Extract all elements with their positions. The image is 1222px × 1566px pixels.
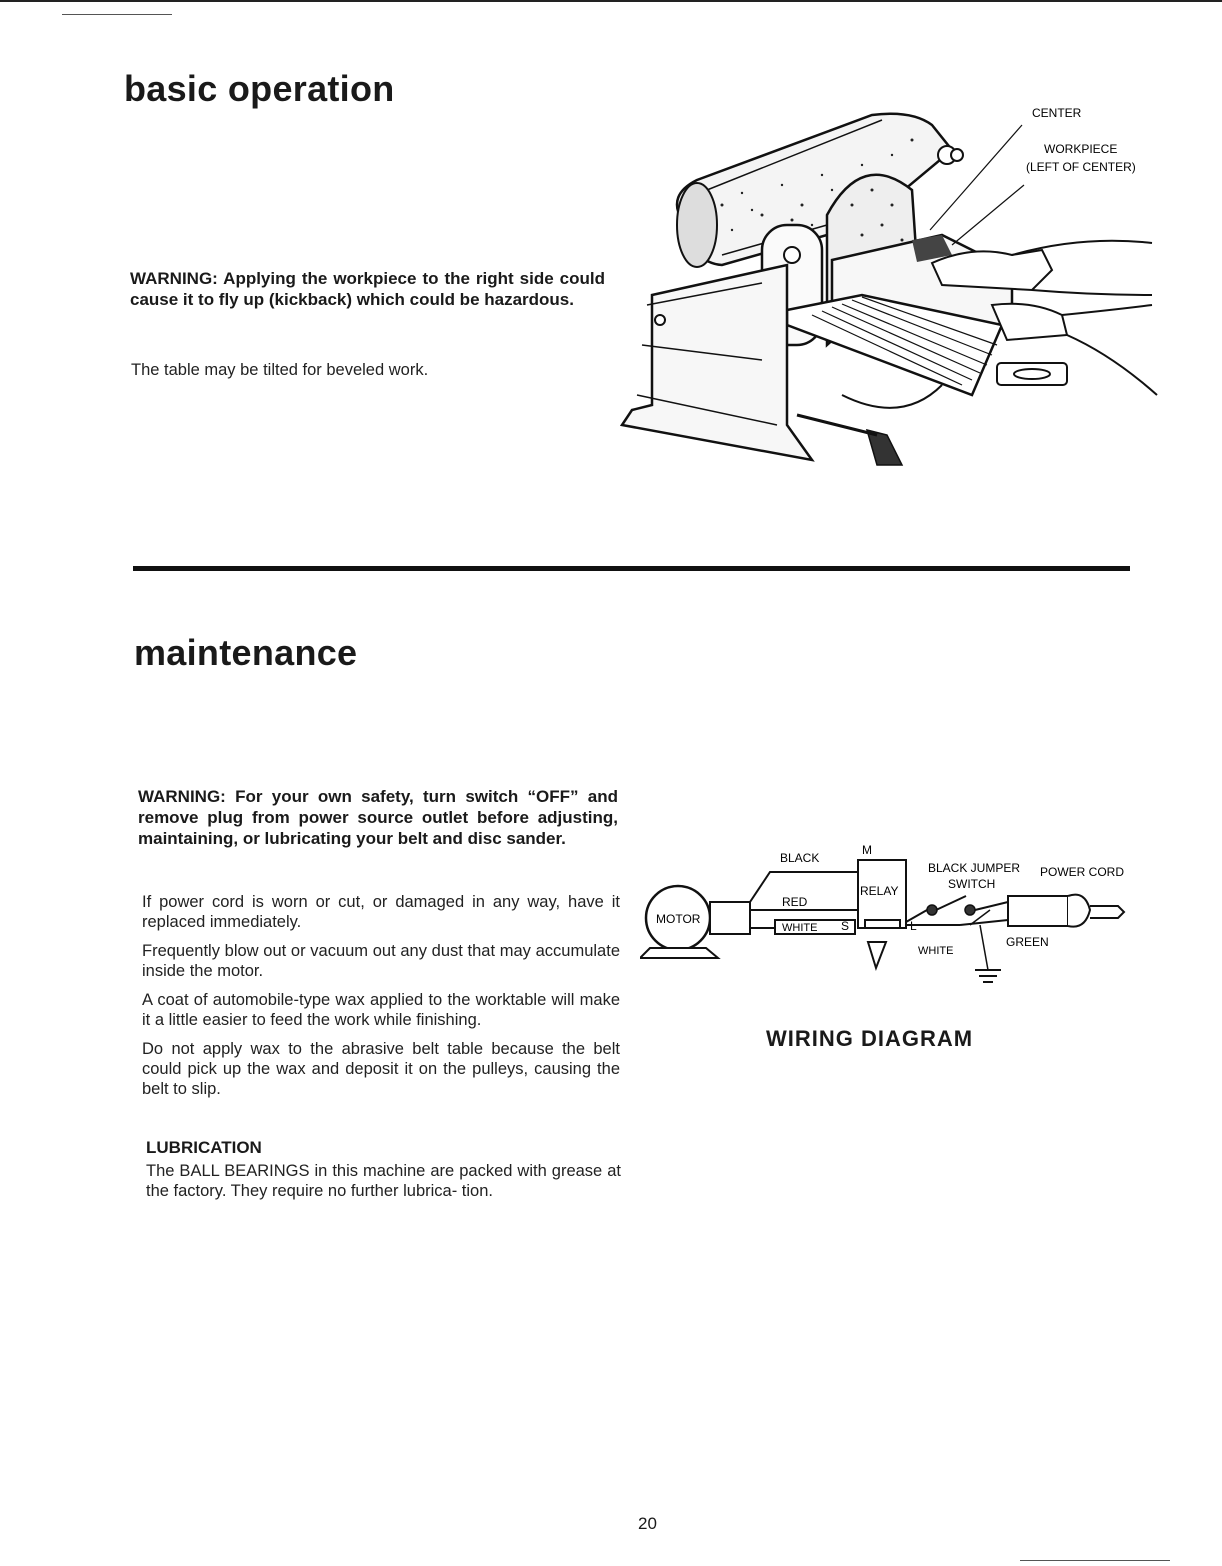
lubrication-text: The BALL BEARINGS in this machine are packed with grease at the factory. They require no further lubrica- tion. bbox=[146, 1162, 621, 1200]
basic-operation-title: basic operation bbox=[124, 68, 395, 109]
page-number: 20 bbox=[638, 1514, 657, 1533]
kickback-warning: WARNING: Applying the workpiece to the right side could cause it to fly up (kickback) which could be hazardous. bbox=[130, 269, 605, 309]
top-border-rule bbox=[0, 0, 1222, 2]
bottom-mark bbox=[1020, 1560, 1170, 1561]
center-label: CENTER bbox=[1032, 106, 1082, 120]
motor-label: MOTOR bbox=[656, 912, 701, 926]
power-cord-label: POWER CORD bbox=[1040, 865, 1124, 879]
red-wire-label: RED bbox=[782, 895, 808, 909]
section-divider bbox=[133, 566, 1130, 571]
m-terminal-label: M bbox=[862, 843, 872, 857]
wiring-diagram-title: WIRING DIAGRAM bbox=[766, 1026, 974, 1051]
switch-label: SWITCH bbox=[948, 877, 996, 891]
green-wire-label: GREEN bbox=[1006, 935, 1049, 949]
belt-disc-sander-illustration bbox=[612, 95, 1172, 480]
black-wire-label: BLACK bbox=[780, 851, 820, 865]
black-jumper-label: BLACK JUMPER bbox=[928, 861, 1021, 875]
wiring-diagram bbox=[640, 830, 1140, 1010]
maintenance-title: maintenance bbox=[134, 632, 358, 673]
power-cord-paragraph: If power cord is worn or cut, or damaged in any way, have it replaced immediately. bbox=[142, 893, 620, 931]
dust-paragraph: Frequently blow out or vacuum out any dust that may accumulate inside the motor. bbox=[142, 942, 620, 980]
table-tilt-text: The table may be tilted for beveled work. bbox=[131, 361, 429, 379]
white-wire-label: WHITE bbox=[782, 922, 818, 934]
corner-mark bbox=[62, 14, 172, 15]
white-lead-label: WHITE bbox=[918, 945, 954, 957]
s-terminal-label: S bbox=[841, 919, 850, 933]
no-wax-paragraph: Do not apply wax to the abrasive belt table because the belt could pick up the wax and deposit it on the pulleys, causing the belt to slip. bbox=[142, 1040, 620, 1098]
wax-paragraph: A coat of automobile-type wax applied to the worktable will make it a little easier to feed the work while finishing. bbox=[142, 991, 620, 1029]
lubrication-heading: LUBRICATION bbox=[146, 1138, 262, 1157]
l-terminal-label: L bbox=[910, 919, 917, 933]
maintenance-instructions bbox=[142, 892, 620, 1108]
left-of-center-label: (LEFT OF CENTER) bbox=[1026, 160, 1136, 174]
safety-warning: WARNING: For your own safety, turn switch “OFF” and remove plug from power source outlet before adjusting, maintaining, or lubricating your belt and disc sander. bbox=[138, 787, 618, 848]
workpiece-label: WORKPIECE bbox=[1044, 142, 1118, 156]
relay-label: RELAY bbox=[860, 884, 899, 898]
